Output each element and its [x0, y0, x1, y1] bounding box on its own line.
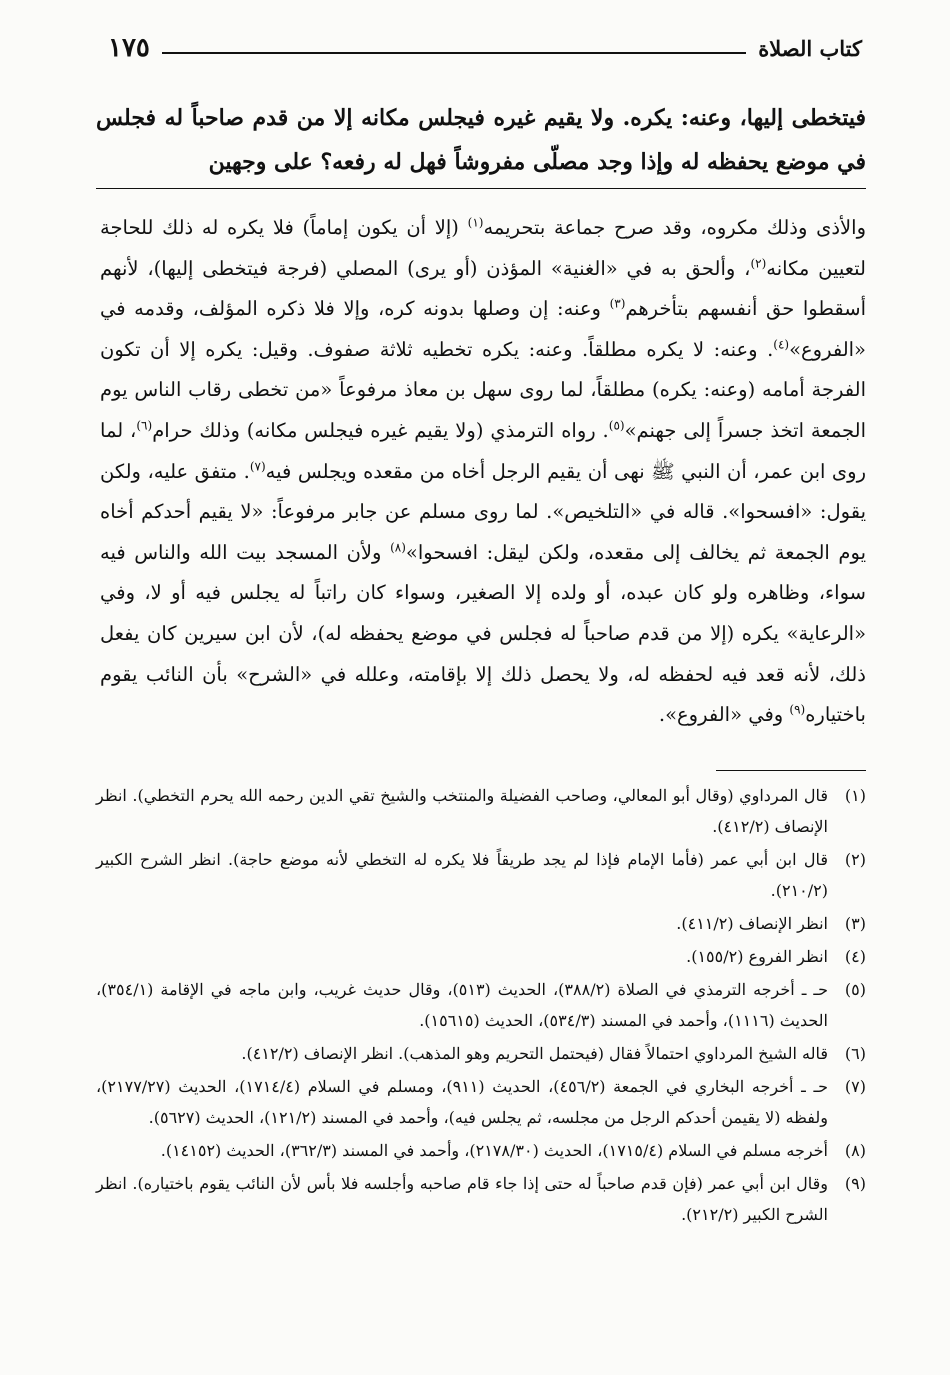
body-text: . متفق عليه، ولكن يقول: «افسحوا». قاله في «التلخيص». لما روى مسلم عن جابر مرفوعاً: «لا يقيم أحدكم أخاه يوم الجمعة ثم يخالف إلى مقعده، ولكن ليقل: افسحوا» [100, 459, 866, 564]
footnote-text: قاله الشيخ المرداوي احتمالاً فقال (فيحتمل التحريم وهو المذهب). انظر الإنصاف (٤١٢/٢). [241, 1044, 828, 1063]
footnote-ref: (٥) [608, 418, 625, 433]
matn-divider [96, 188, 866, 189]
footnote-text: أخرجه مسلم في السلام (١٧١٥/٤)، الحديث (٢١٧٨/٣٠)، وأحمد في المسند (٣٦٢/٣)، الحديث (١٤١٥٢). [160, 1141, 828, 1160]
body-text: (إلا أن يكون إماماً) فلا يكره له ذلك للحاجة لتعيين مكانه [100, 216, 866, 280]
chapter-title: كتاب الصلاة [758, 35, 862, 61]
footnote-number: (٥) [844, 980, 866, 999]
footnote-ref: (١) [467, 215, 484, 230]
footnote-item [96, 941, 866, 972]
body-text: والأذى وذلك مكروه، وقد صرح جماعة بتحريمه [483, 216, 866, 239]
footnote-text: قال المرداوي (وقال أبو المعالي، وصاحب الفضيلة والمنتخب والشيخ تقي الدين رحمه الله يحرم التخطي). انظر الإنصاف (٤١٢/٢). [96, 786, 829, 836]
footnote-item [96, 1038, 866, 1069]
footnote-number: (٧) [844, 1077, 866, 1096]
footnote-number: (٢) [844, 850, 866, 869]
page-header [108, 30, 862, 66]
footnote-item [96, 780, 866, 842]
commentary-paragraph [100, 208, 866, 736]
footnote-number: (٦) [844, 1044, 866, 1063]
footnote-text: حـ ـ أخرجه الترمذي في الصلاة (٣٨٨/٢)، الحديث (٥١٣)، وقال حديث غريب، وابن ماجه في الإقامة (٣٥٤/١)، الحديث (١١١٦)، وأحمد في المسند (٥٣٤/٣)، الحديث (١٥٦١٥). [96, 980, 828, 1030]
commentary-body [100, 208, 866, 736]
footnote-text: انظر الإنصاف (٤١١/٢). [676, 914, 828, 933]
page-number: ١٧٥ [108, 33, 150, 63]
footnote-number: (١) [844, 786, 866, 805]
body-text: ، وألحق به في «الغنية» المؤذن (أو يرى) المصلي (فرجة فيتخطى إليها)، لأنهم أسقطوا حق أنفسهم بتأخرهم [100, 256, 867, 321]
footnote-ref: (٣) [609, 296, 626, 311]
body-text: ولأن المسجد بيت الله والناس فيه سواء، وظاهره ولو كان عبده، أو ولده إلا الصغير، وسواء كان راتباً له يجلس فيه أو لا، وفي «الرعاية» يكره (إلا من قدم صاحباً له فجلس في موضع يحفظه له)، لأن ابن سيرين كان يفعل ذلك، لأنه قعد فيه لحفظه له، ولا يحصل ذلك إلا بإقامته، وعلله في «الشرح» بأن النائب يقوم باختياره [100, 540, 866, 727]
footnote-number: (٩) [844, 1174, 866, 1193]
footnotes-divider [716, 770, 866, 771]
footnote-text: انظر الفروع (١٥٥/٢). [686, 947, 828, 966]
footnote-ref: (٩) [789, 702, 806, 717]
footnote-ref: (٢) [750, 256, 767, 271]
footnote-item [96, 1071, 866, 1133]
body-text: وفي «الفروع». [658, 703, 790, 727]
footnote-item [96, 1168, 866, 1230]
footnote-item [96, 1135, 866, 1166]
matn-text: فيتخطى إليها، وعنه: يكره. ولا يقيم غيره فيجلس مكانه إلا من قدم صاحباً له فجلس في موضع يحفظه له وإذا وجد مصلّى مفروشاً فهل له رفعه؟ على وجهين [96, 105, 866, 175]
footnote-ref: (٤) [773, 337, 790, 352]
footnote-text: وقال ابن أبي عمر (فإن قدم صاحباً له حتى إذا جاء قام صاحبه وأجلسه فلا بأس لأن النائب يقوم باختياره). انظر الشرح الكبير (٢١٢/٢). [96, 1174, 829, 1224]
footnote-item [96, 974, 866, 1036]
footnote-item [96, 908, 866, 939]
footnote-ref: (٧) [249, 459, 266, 474]
footnote-item [96, 844, 866, 906]
footnote-text: حـ ـ أخرجه البخاري في الجمعة (٤٥٦/٢)، الحديث (٩١١)، ومسلم في السلام (١٧١٤/٤)، الحديث (٢١٧٧/٢٧)، ولفظه (لا يقيمن أحدكم الرجل من مجلسه، ثم يجلس فيه)، وأحمد في المسند (١٢١/٢)، الحديث (٥٦٢٧). [96, 1077, 829, 1127]
footnotes [96, 780, 866, 1232]
header-rule [162, 52, 746, 54]
footnote-text: قال ابن أبي عمر (فأما الإمام فإذا لم يجد طريقاً فلا يكره له التخطي لأنه موضع حاجة). انظر الشرح الكبير (٢١٠/٢). [96, 850, 828, 900]
body-text: . وعنه: لا يكره مطلقاً. وعنه: يكره تخطيه ثلاثة صفوف. وقيل: يكره إلا أن تكون الفرجة أمامه (وعنه: يكره) مطلقاً، لما روى سهل بن معاذ مرفوعاً «من تخطى رقاب الناس يوم الجمعة اتخذ جسراً إلى جهنم» [100, 337, 867, 442]
footnote-ref: (٨) [390, 540, 406, 555]
footnote-ref: (٦) [136, 418, 153, 433]
body-text: ، لما روى ابن عمر، أن النبي ﷺ نهى أن يقيم الرجل أخاه من مقعده ويجلس فيه [100, 418, 866, 483]
footnote-number: (٨) [844, 1141, 866, 1160]
body-text: . رواه الترمذي (ولا يقيم غيره فيجلس مكانه) وذلك حرام [152, 418, 609, 442]
footnote-number: (٣) [844, 914, 866, 933]
footnote-number: (٤) [844, 947, 866, 966]
body-text: وعنه: إن وصلها بدونه كره، وإلا فلا ذكره المؤلف، وقدمه في «الفروع» [100, 297, 866, 361]
